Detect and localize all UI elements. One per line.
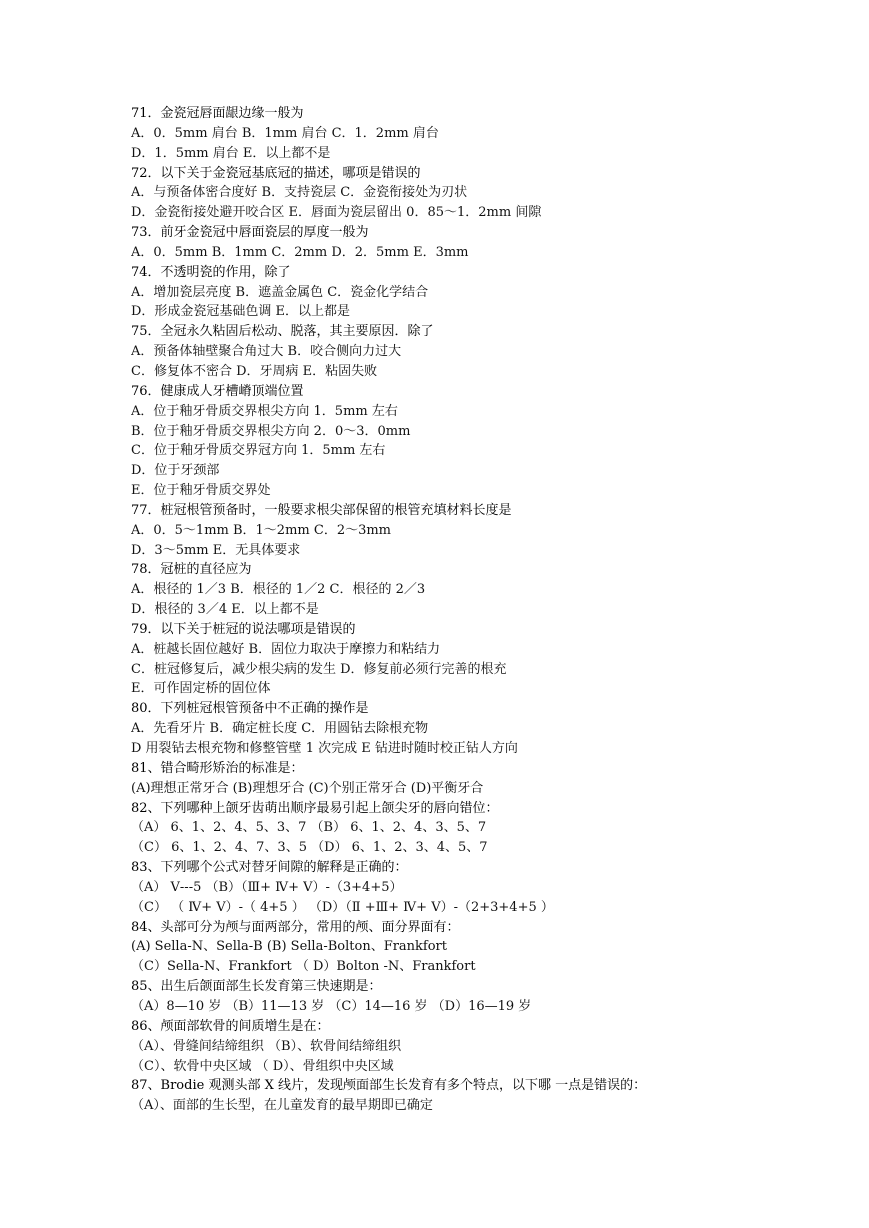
q82-options-cd: （C） 6、1、2、4、7、3、5 （D） 6、1、2、3、4、5、7 xyxy=(131,840,488,856)
question-87: 87、Brodie 观测头部 X 线片，发现颅面部生长发育有多个特点，以下哪 一点是错误的： xyxy=(131,1078,647,1094)
q79-options-ab: A．桩越长固位越好 B．固位力取决于摩擦力和粘结力 xyxy=(131,641,441,657)
question-73: 73．前牙金瓷冠中唇面瓷层的厚度一般为 xyxy=(131,225,369,241)
document-body xyxy=(131,104,851,1116)
q87-option-a: （A）、面部的生长型，在儿童发育的最早期即已确定 xyxy=(131,1098,433,1114)
q77-options-de: D．3～5mm E．无具体要求 xyxy=(131,542,301,558)
q83-options-ab: （A） Ⅴ---5 （B）（Ⅲ+ Ⅳ+ Ⅴ）-（3+4+5） xyxy=(131,879,403,895)
q76-option-c: C．位于釉牙骨质交界冠方向 1．5mm 左右 xyxy=(131,443,386,459)
q79-option-e: E．可作固定桥的固位体 xyxy=(131,681,271,697)
q72-options-abc: A．与预备体密合度好 B．支持瓷层 C．金瓷衔接处为刃状 xyxy=(131,185,468,201)
question-83: 83、下列哪个公式对替牙间隙的解释是正确的： xyxy=(131,860,408,876)
q83-options-cd: （C） （ Ⅳ+ Ⅴ）-（ 4+5 ） （D）（Ⅱ +Ⅲ+ Ⅳ+ Ⅴ）-（2+3+4+5 ） xyxy=(131,899,554,915)
q78-options-de: D．根径的 3／4 E．以上都不是 xyxy=(131,602,319,618)
question-76: 76．健康成人牙槽嵴顶端位置 xyxy=(131,383,304,399)
question-78: 78．冠桩的直径应为 xyxy=(131,562,252,578)
q76-option-e: E．位于釉牙骨质交界处 xyxy=(131,483,271,499)
question-72: 72．以下关于金瓷冠基底冠的描述，哪项是错误的 xyxy=(131,165,421,181)
q75-options-ab: A．预备体轴壁聚合角过大 B．咬合侧向力过大 xyxy=(131,344,402,360)
question-77: 77．桩冠根管预备时，一般要求根尖部保留的根管充填材料长度是 xyxy=(131,502,512,518)
question-82: 82、下列哪种上颌牙齿萌出顺序最易引起上颌尖牙的唇向错位： xyxy=(131,800,499,816)
question-79: 79．以下关于桩冠的说法哪项是错误的 xyxy=(131,621,356,637)
q86-options-ab: （A）、骨缝间结缔组织 （B）、软骨间结缔组织 xyxy=(131,1038,402,1054)
q71-options-abc: A．0．5mm 肩台 B．1mm 肩台 C．1．2mm 肩台 xyxy=(131,125,439,141)
question-84: 84、头部可分为颅与面两部分，常用的颅、面分界面有： xyxy=(131,919,460,935)
q74-options-de: D．形成金瓷冠基础色调 E．以上都是 xyxy=(131,304,351,320)
q80-options-abc: A．先看牙片 B．确定桩长度 C．用圆钻去除根充物 xyxy=(131,721,429,737)
q78-options-abc: A．根径的 1／3 B．根径的 1／2 C．根径的 2／3 xyxy=(131,582,426,598)
q82-options-ab: （A） 6、1、2、4、5、3、7 （B） 6、1、2、4、3、5、7 xyxy=(131,820,487,836)
q84-options-ab: (A) Sella-N、Sella-B (B) Sella-Bolton、Frankfort xyxy=(131,939,447,955)
q84-options-cd: （C）Sella-N、Frankfort （ D）Bolton -N、Frankfort xyxy=(131,959,476,975)
q86-options-cd: （C）、软骨中央区域 （ D）、骨组织中央区域 xyxy=(131,1058,394,1074)
question-86: 86、颅面部软骨的间质增生是在： xyxy=(131,1018,330,1034)
q77-options-abc: A．0．5～1mm B．1～2mm C．2～3mm xyxy=(131,522,392,538)
question-81: 81、错合畸形矫治的标准是： xyxy=(131,760,304,776)
q76-option-d: D．位于牙颈部 xyxy=(131,463,220,479)
question-80: 80．下列桩冠根管预备中不正确的操作是 xyxy=(131,701,369,717)
q85-options: （A）8—10 岁 （B）11—13 岁 （C）14—16 岁 （D）16—19 岁 xyxy=(131,998,532,1014)
question-71: 71．金瓷冠唇面龈边缘一般为 xyxy=(131,106,304,121)
q73-options: A．0．5mm B．1mm C．2mm D．2．5mm E．3mm xyxy=(131,244,469,260)
q74-options-abc: A．增加瓷层亮度 B．遮盖金属色 C．瓷金化学结合 xyxy=(131,284,429,300)
question-75: 75．全冠永久粘固后松动、脱落，其主要原因．除了 xyxy=(131,324,434,340)
q81-options: (A)理想正常牙合 (B)理想牙合 (C)个别正常牙合 (D)平衡牙合 xyxy=(131,780,484,796)
question-85: 85、出生后颌面部生长发育第三快速期是： xyxy=(131,979,382,995)
question-74: 74．不透明瓷的作用，除了 xyxy=(131,264,291,280)
q79-options-cd: C．桩冠修复后，减少根尖病的发生 D．修复前必须行完善的根充 xyxy=(131,661,507,677)
q71-options-de: D．1．5mm 肩台 E．以上都不是 xyxy=(131,145,331,161)
q76-option-a: A．位于釉牙骨质交界根尖方向 1．5mm 左右 xyxy=(131,403,398,419)
q76-option-b: B．位于釉牙骨质交界根尖方向 2．0～3．0mm xyxy=(131,423,411,439)
q75-options-cde: C．修复体不密合 D．牙周病 E．粘固失败 xyxy=(131,363,378,379)
q80-options-de: D 用裂钻去根充物和修整管壁 1 次完成 E 钻进时随时校正钻人方向 xyxy=(131,741,518,756)
q72-options-de: D．金瓷衔接处避开咬合区 E．唇面为瓷层留出 0．85～1．2mm 间隙 xyxy=(131,205,542,221)
